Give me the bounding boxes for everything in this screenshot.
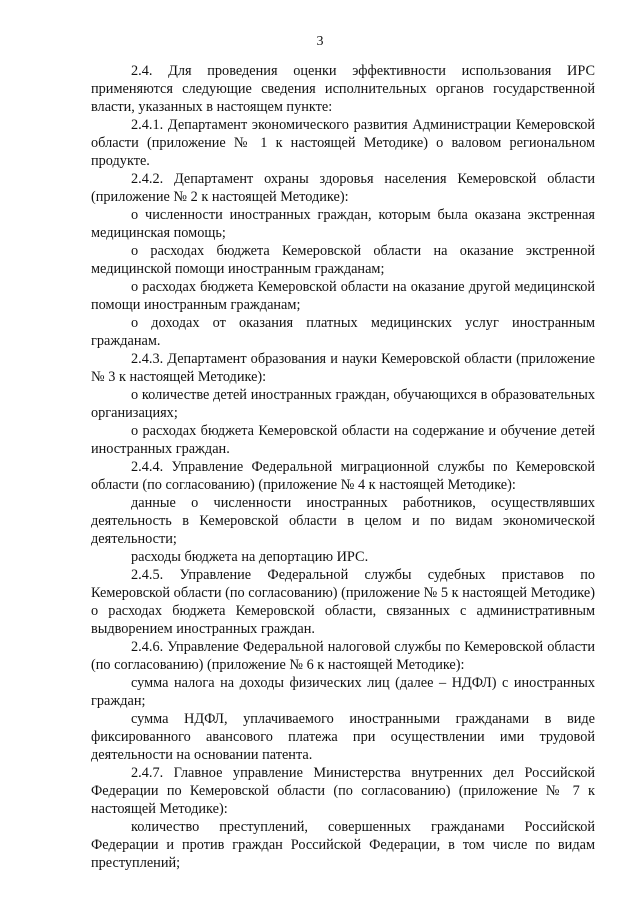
paragraph-2-4-7: 2.4.7. Главное управление Министерства внутренних дел Российской Федерации по Кемеровской области (по согласованию) (приложение № 7 к настоящей Методике): (91, 765, 595, 817)
list-item: о расходах бюджета Кемеровской области на содержание и обучение детей иностранных граждан. (91, 423, 595, 457)
list-item: сумма налога на доходы физических лиц (далее – НДФЛ) с иностранных граждан; (91, 675, 595, 709)
list-item: количество преступлений, совершенных гражданами Российской Федерации и против граждан Российской Федерации, в том числе по видам преступлений; (91, 819, 595, 871)
paragraph-2-4: 2.4. Для проведения оценки эффективности использования ИРС применяются следующие сведения исполнительных органов государственной власти, указанных в настоящем пункте: (91, 63, 595, 115)
paragraph-2-4-2: 2.4.2. Департамент охраны здоровья населения Кемеровской области (приложение № 2 к настоящей Методике): (91, 171, 595, 205)
paragraph-2-4-4: 2.4.4. Управление Федеральной миграционной службы по Кемеровской области (по согласованию) (приложение № 4 к настоящей Методике): (91, 459, 595, 493)
page-number: 3 (316, 34, 324, 49)
list-item: о количестве детей иностранных граждан, обучающихся в образовательных организациях; (91, 387, 595, 421)
paragraph-2-4-5: 2.4.5. Управление Федеральной службы судебных приставов по Кемеровской области (по согласованию) (приложение № 5 к настоящей Методике) о расходах бюджета Кемеровской области, связанных с административным выдворением иностранных граждан. (91, 567, 595, 637)
paragraph-2-4-1: 2.4.1. Департамент экономического развития Администрации Кемеровской области (приложение № 1 к настоящей Методике) о валовом региональном продукте. (91, 117, 595, 169)
document-body (91, 62, 595, 872)
list-item: о расходах бюджета Кемеровской области на оказание экстренной медицинской помощи иностранным гражданам; (91, 243, 595, 277)
list-item: данные о численности иностранных работников, осуществлявших деятельность в Кемеровской области в целом и по видам экономической деятельности; (91, 495, 595, 547)
list-item: сумма НДФЛ, уплачиваемого иностранными гражданами в виде фиксированного авансового платежа при осуществлении ими трудовой деятельности на основании патента. (91, 711, 595, 763)
paragraph-2-4-6: 2.4.6. Управление Федеральной налоговой службы по Кемеровской области (по согласованию) (приложение № 6 к настоящей Методике): (91, 639, 595, 673)
list-item: расходы бюджета на депортацию ИРС. (131, 549, 369, 565)
paragraph-2-4-3: 2.4.3. Департамент образования и науки Кемеровской области (приложение № 3 к настоящей Методике): (91, 351, 595, 385)
list-item: о численности иностранных граждан, которым была оказана экстренная медицинская помощь; (91, 207, 595, 241)
list-item: о доходах от оказания платных медицинских услуг иностранным гражданам. (91, 315, 595, 349)
list-item: о расходах бюджета Кемеровской области на оказание другой медицинской помощи иностранным гражданам; (91, 279, 595, 313)
